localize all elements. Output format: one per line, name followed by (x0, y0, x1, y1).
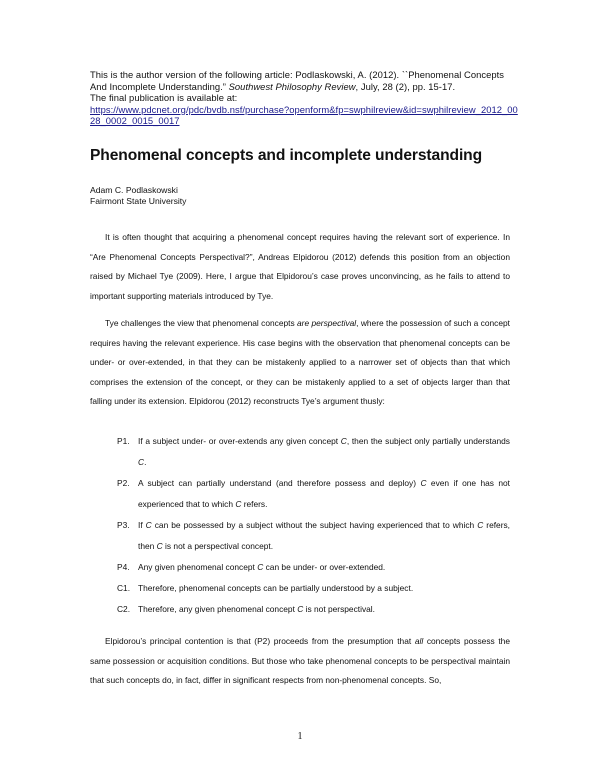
premise-label: C2. (117, 604, 131, 614)
author-affiliation: Fairmont State University (90, 196, 187, 206)
p2-text-b: , where the possession of such a concept requires having the relevant experience. His case begins with the observation that phenomenal concepts can be under- or over-extended, in that they can be mistakenly applied to a narrower set of objects than that which comprises the extension of the concept, or they can be mistakenly applied to a set of objects larger than that falling under its extension. Elpidorou (2012) reconstructs Tye’s argument thusly: (90, 318, 510, 407)
premise-label: P1. (117, 436, 130, 446)
premise-label: P2. (117, 478, 130, 488)
paragraph-elpidorou-contention: Elpidorou’s principal contention is that (P2) proceeds from the presumption that all concepts possess the same possession or acquisition conditions. But those who take phenomenal concepts to be perspectival maintain that such concepts do, in fact, differ in significant respects from non-phenomenal concepts. So, (90, 636, 510, 686)
p2-text-a: Tye challenges the view that phenomenal concepts (105, 318, 298, 328)
citation-note (90, 69, 520, 127)
author-block (90, 185, 186, 207)
premise-p1: P1. If a subject under- or over-extends any given concept C, then the subject only partially understands C. (117, 431, 510, 473)
premise-label: C1. (117, 583, 131, 593)
citation-tail: , July, 28 (2), pp. 15-17. (355, 80, 456, 92)
paper-title: Phenomenal concepts and incomplete understanding (90, 147, 483, 164)
premise-label: P4. (117, 562, 130, 572)
paragraph-intro: It is often thought that acquiring a phenomenal concept requires having the relevant sort of experience. In “Are Phenomenal Concepts Perspectival?”, Andreas Elpidorou (2012) defends this position from an objection raised by Michael Tye (2009). Here, I argue that Elpidorou’s case proves unconvincing, as he fails to attend to important supporting materials introduced by Tye. (90, 232, 510, 301)
argument-premises (117, 431, 510, 620)
paragraph-tye-challenge (90, 314, 510, 412)
premise-p4: P4. Any given phenomenal concept C can be under- or over-extended. (117, 557, 510, 578)
p3-emphasis: all (414, 636, 424, 646)
p2-emphasis: are perspectival (297, 318, 357, 328)
premise-p2: P2. A subject can partially understand (and therefore possess and deploy) C even if one has not experienced that to which C refers. (117, 473, 510, 515)
conclusion-c1: C1. Therefore, phenomenal concepts can be partially understood by a subject. (117, 578, 510, 599)
premise-label: P3. (117, 520, 130, 530)
premise-p3: P3. If C can be possessed by a subject without the subject having experienced that to which C refers, then C is not a perspectival concept. (117, 515, 510, 557)
conclusion-c2: C2. Therefore, any given phenomenal concept C is not perspectival. (117, 599, 510, 620)
journal-name: Southwest Philosophy Review (228, 80, 356, 92)
citation-text: This is the author version of the following article: Podlaskowski, A. (2012). ``Phenomenal Concepts And Incomplete Understanding.” (90, 69, 505, 92)
page-number: 1 (297, 731, 303, 742)
author-name: Adam C. Podlaskowski (90, 185, 178, 195)
publication-link[interactable]: https://www.pdcnet.org/pdc/bvdb.nsf/purchase?openform&fp=swphilreview&id=swphilreview_2012_0028_0002_0015_0017 (90, 103, 518, 126)
availability-text: The final publication is available at: (90, 92, 238, 103)
